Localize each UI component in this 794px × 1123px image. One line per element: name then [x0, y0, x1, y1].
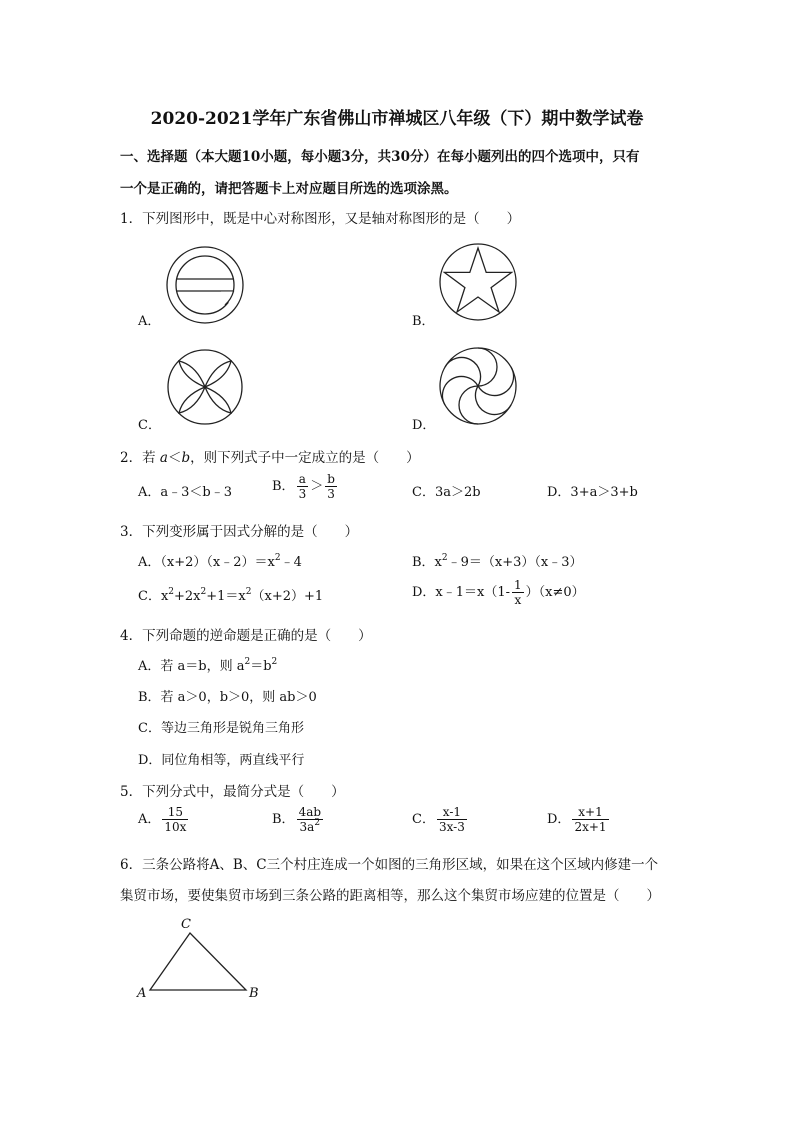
q5-a-label: A． — [138, 812, 161, 827]
q4-option-c: C．等边三角形是锐角三角形 — [138, 721, 304, 736]
vertex-b-label: B — [249, 986, 259, 1001]
q3-d-one-minus: 1- — [497, 585, 511, 600]
q4-option-d: D．同位角相等，两直线平行 — [138, 753, 305, 768]
star-in-circle-icon — [438, 242, 518, 322]
q2-option-c: C．3a＞2b — [412, 485, 481, 500]
exponent: 2 — [245, 587, 252, 597]
q5-c-fraction — [437, 805, 467, 834]
frac-denominator: 3 — [327, 487, 335, 501]
frac-numerator: x+1 — [572, 805, 608, 820]
frac-numerator: 15 — [162, 805, 188, 820]
exponent: 2 — [271, 657, 278, 667]
q3-a-expr: A．（x+2）（x﹣2）＝x — [138, 555, 275, 570]
q5-d-fraction — [572, 805, 608, 834]
section-heading-line1: 一、选择题（本大题10小题，每小题3分，共30分）在每小题列出的四个选项中，只有 — [120, 149, 640, 165]
q2-greater-than: ＞ — [310, 479, 324, 494]
q2-var-b: b — [181, 450, 191, 466]
q3-c-expr-mid2: +1＝x — [206, 589, 246, 604]
frac-denominator: 3x-3 — [438, 820, 465, 834]
q3-option-b — [412, 551, 583, 570]
swirl-circle-icon — [438, 346, 518, 426]
frac-numerator: a — [297, 472, 309, 487]
q5-option-a — [138, 805, 190, 834]
q2-less-than: ＜ — [167, 450, 182, 466]
q2-stem — [120, 446, 420, 466]
q3-b-expr-end: ﹣9＝（x+3）（x﹣3） — [447, 555, 583, 570]
q6-stem-line2: 集贸市场，要使集贸市场到三条公路的距离相等，那么这个集贸市场应建的位置是（ ） — [120, 888, 660, 904]
q1-option-c: C． — [138, 418, 161, 433]
q1-option-d: D． — [412, 418, 436, 433]
q2-option-b — [272, 472, 339, 501]
exponent: 2 — [314, 818, 321, 828]
frac-numerator: 1 — [514, 578, 522, 592]
q5-option-b — [272, 805, 325, 834]
frac-numerator: x-1 — [437, 805, 467, 820]
exponent: 2 — [200, 587, 207, 597]
q2-fraction-a-over-3 — [297, 472, 309, 501]
exponent: 2 — [244, 657, 251, 667]
frac-denominator-base: 3a — [299, 820, 315, 834]
q3-stem: 3．下列变形属于因式分解的是（ ） — [120, 524, 359, 540]
vertex-a-label: A — [137, 986, 147, 1001]
q6-stem-line1: 6．三条公路将A、B、C三个村庄连成一个如图的三角形区域，如果在这个区域内修建一个 — [120, 857, 659, 873]
q5-b-label: B． — [272, 812, 295, 827]
q3-a-expr-end: ﹣4 — [280, 555, 302, 570]
q5-option-c — [412, 805, 469, 834]
q3-d-expr-end: ）（x≠0） — [525, 585, 585, 600]
q4-stem: 4．下列命题的逆命题是正确的是（ ） — [120, 628, 372, 644]
page-title: 2020-2021学年广东省佛山市禅城区八年级（下）期中数学试卷 — [150, 109, 644, 129]
q2-stem-suffix: ，则下列式子中一定成立的是（ ） — [190, 450, 420, 466]
four-petal-circle-icon — [166, 348, 244, 426]
q2-fraction-b-over-3 — [325, 472, 337, 501]
q3-option-c — [138, 585, 323, 604]
q5-option-d — [547, 805, 611, 834]
q3-c-expr: C．x — [138, 589, 169, 604]
q5-d-label: D． — [547, 812, 571, 827]
q2-option-d: D．3+a＞3+b — [547, 485, 638, 500]
exponent: 2 — [274, 553, 281, 563]
exponent: 2 — [168, 587, 175, 597]
vertex-c-label: C — [181, 917, 191, 932]
exponent: 2 — [441, 553, 448, 563]
q5-stem: 5．下列分式中，最简分式是（ ） — [120, 784, 345, 800]
q5-c-label: C． — [412, 812, 435, 827]
frac-denominator: 3 — [298, 487, 307, 501]
q2-stem-prefix: 2．若 — [120, 450, 160, 466]
q3-b-expr: B．x — [412, 555, 442, 570]
q2-var-a: a — [159, 450, 168, 466]
q3-c-expr-end: （x+2）+1 — [251, 589, 324, 604]
q3-option-d — [412, 578, 585, 607]
frac-denominator: 2x+1 — [574, 820, 607, 834]
q4-option-b: B．若 a＞0，b＞0，则 ab＞0 — [138, 690, 317, 705]
q1-option-a: A． — [138, 314, 161, 329]
q4-option-a — [138, 655, 277, 674]
q2-option-a: A．a﹣3＜b﹣3 — [138, 485, 233, 500]
q4-a-expr: A．若 a＝b，则 a — [138, 659, 245, 674]
frac-numerator: 4ab — [298, 805, 322, 819]
q5-b-fraction — [297, 805, 323, 834]
q1-option-b: B． — [412, 314, 435, 329]
section-heading-line2: 一个是正确的，请把答题卡上对应题目所选的选项涂黑。 — [120, 181, 458, 197]
q2-option-b-label: B． — [272, 479, 295, 494]
frac-denominator: x — [514, 593, 522, 607]
q3-option-a — [138, 551, 302, 570]
q5-a-fraction — [162, 805, 188, 834]
q1-stem: 1．下列图形中，既是中心对称图形，又是轴对称图形的是（ ） — [120, 211, 521, 227]
frac-numerator: b — [327, 472, 335, 486]
q3-fraction-1-over-x — [512, 578, 524, 607]
q3-d-expr: D．x﹣1＝x（ — [412, 585, 498, 600]
frac-denominator: 10x — [164, 820, 187, 834]
e-letter-circle-icon — [165, 245, 245, 325]
q4-a-expr-mid: ＝b — [250, 659, 272, 674]
q3-c-expr-mid: +2x — [174, 589, 201, 604]
frac-denominator — [297, 820, 323, 834]
